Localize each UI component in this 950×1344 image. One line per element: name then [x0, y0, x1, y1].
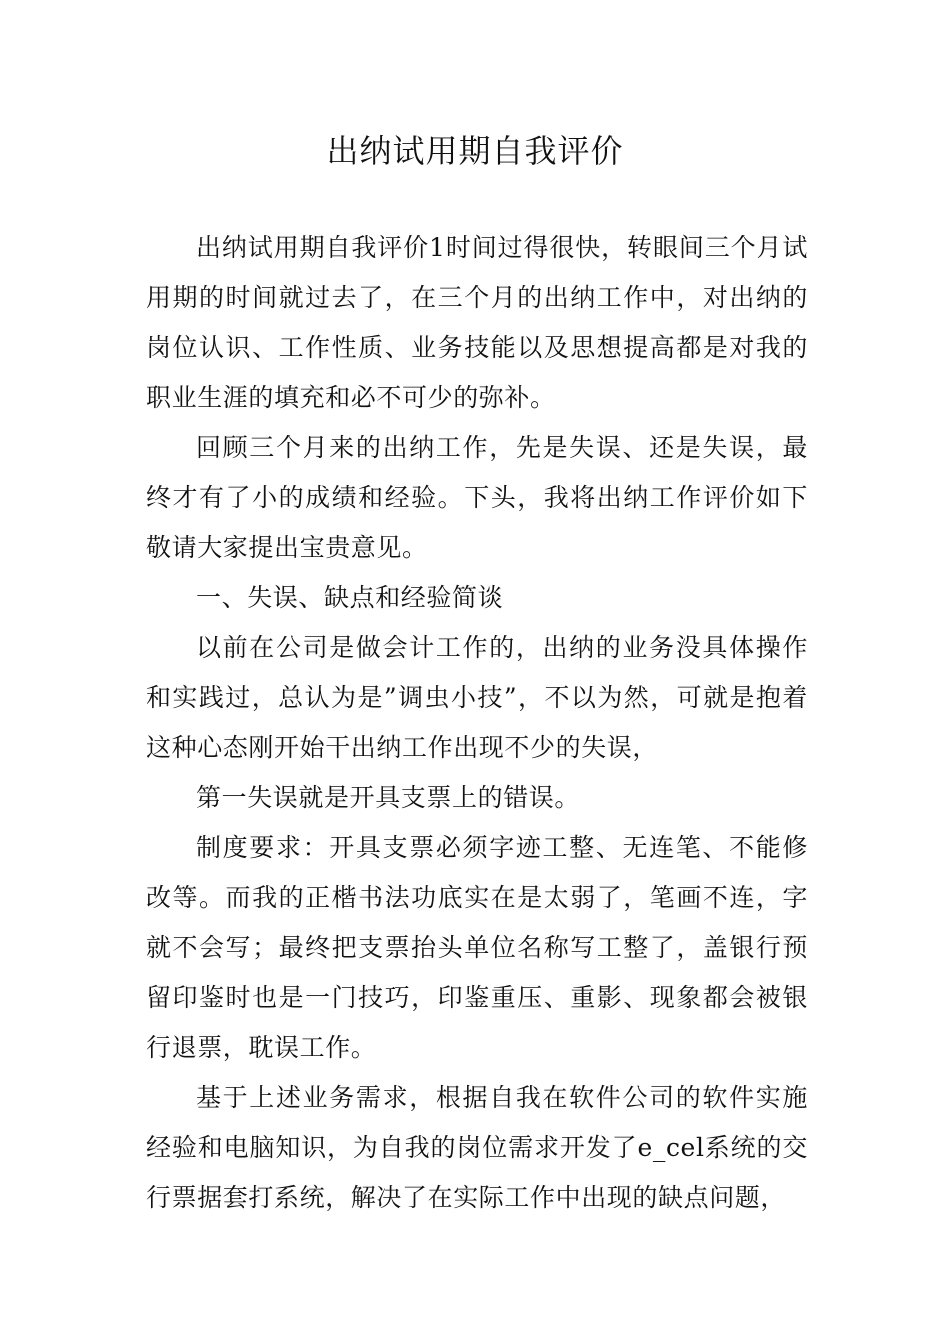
paragraph-cheque-rules: 制度要求：开具支票必须字迹工整、无连笔、不能修改等。而我的正楷书法功底实在是太弱了，笔画不连，字就不会写；最终把支票抬头单位名称写工整了，盖银行预留印鉴时也是一门技巧，印鉴重压、重影、现象都会被银行退票，耽误工作。 [146, 833, 808, 1062]
document-title: 出纳试用期自我评价 [326, 132, 624, 170]
document-body [146, 223, 808, 1223]
paragraph-first-mistake: 第一失误就是开具支票上的错误。 [196, 783, 581, 812]
paragraph-intro: 出纳试用期自我评价1时间过得很快，转眼间三个月试用期的时间就过去了，在三个月的出纳工作中，对出纳的岗位认识、工作性质、业务技能以及思想提高都是对我的职业生涯的填充和必不可少的弥补。 [146, 233, 808, 412]
paragraph-background: 以前在公司是做会计工作的，出纳的业务没具体操作和实践过，总认为是”调虫小技”，不以为然，可就是抱着这种心态刚开始干出纳工作出现不少的失误， [146, 633, 808, 762]
paragraph-review: 回顾三个月来的出纳工作，先是失误、还是失误，最终才有了小的成绩和经验。下头，我将出纳工作评价如下敬请大家提出宝贵意见。 [146, 433, 808, 562]
section-heading-mistakes: 一、失误、缺点和经验简谈 [196, 583, 504, 612]
paragraph-solution: 基于上述业务需求，根据自我在软件公司的软件实施经验和电脑知识，为自我的岗位需求开发了e_cel系统的交行票据套打系统，解决了在实际工作中出现的缺点问题， [146, 1083, 808, 1212]
